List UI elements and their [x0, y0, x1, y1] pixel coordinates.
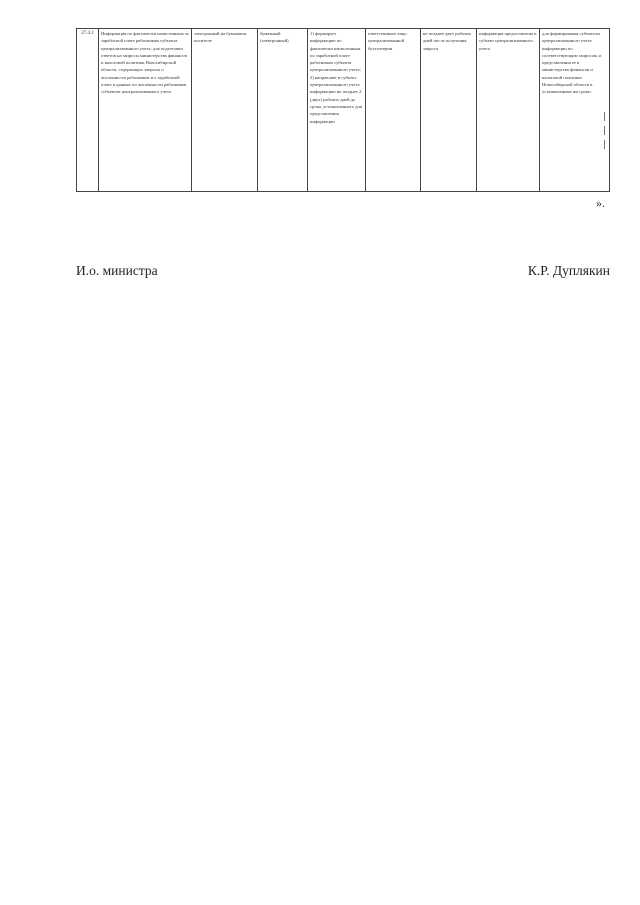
edge-mark: [604, 126, 605, 135]
edge-mark: [604, 112, 605, 121]
signatory-name: К.Р. Дуплякин: [527, 263, 610, 278]
deadline-cell: не позднее двух рабочих дней после получения запроса: [421, 29, 477, 192]
procedure-cell: 1) формирует информацию по фактически начисленным по заработной плате работникам субъекта централизованного учета; 2) направляет в субъект централизованного учета информацию не позднее 2 (двух) рабочих дней до срока, установленного для представления информации: [308, 29, 366, 192]
row-number: 27.4.2: [77, 29, 99, 192]
carrier-cell: электронный на бумажном носителе: [192, 29, 258, 192]
purpose-cell: для формирования субъектом централизованного учета информации по соответствующим запросам, и представления ее в министерство финансов и налоговой политики Новосибирской области в установленные им сроки: [540, 29, 610, 192]
table-row: [77, 29, 610, 192]
format-cell: бумажный (электронный): [258, 29, 308, 192]
edge-mark: [604, 140, 605, 149]
regulation-table: [76, 28, 610, 192]
signatory-position: И.о. министра: [76, 263, 158, 278]
recipient-cell: информация предоставлена в субъект централизованного учета: [477, 29, 540, 192]
information-cell: Информация по фактически начисленным за заработной плате работникам субъекта централизованного учета, для подготовки ответов на запросы министерства финансов и налоговой политики Новосибирской области, содержащих запросы о численности работников и о заработной плате в данных по численности работников субъектов централизованного учета: [99, 29, 192, 192]
responsible-cell: ответственное лицо централизованной бухгалтерии: [366, 29, 421, 192]
closing-quote: ».: [596, 196, 605, 210]
